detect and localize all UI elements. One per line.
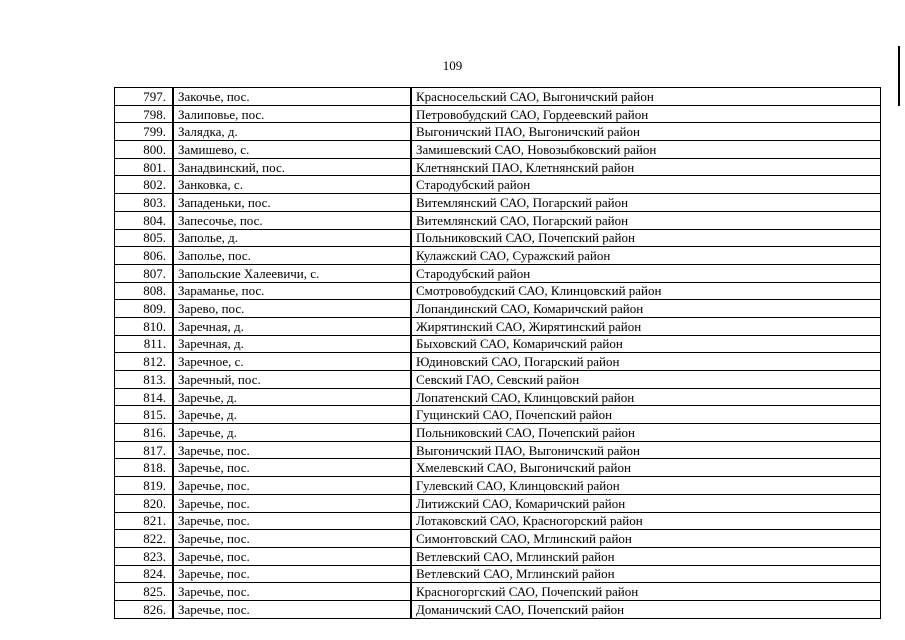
row-number: 818.	[115, 459, 174, 477]
row-number: 823.	[115, 547, 174, 565]
settlement-name: Заречье, пос.	[173, 565, 411, 583]
administrative-district: Кулажский САО, Суражский район	[411, 247, 881, 265]
settlement-name: Заречье, пос.	[173, 583, 411, 601]
settlement-name: Заречье, пос.	[173, 547, 411, 565]
settlement-name: Заречье, д.	[173, 406, 411, 424]
settlement-name: Заречье, пос.	[173, 530, 411, 548]
settlement-name: Заречье, пос.	[173, 477, 411, 495]
row-number: 824.	[115, 565, 174, 583]
table-row	[115, 176, 881, 194]
table-row	[115, 583, 881, 601]
settlement-name: Заречный, пос.	[173, 371, 411, 389]
administrative-district: Витемлянский САО, Погарский район	[411, 211, 881, 229]
table-row	[115, 388, 881, 406]
row-number: 815.	[115, 406, 174, 424]
settlement-name: Заполье, пос.	[173, 247, 411, 265]
administrative-district: Быховский САО, Комаричский район	[411, 335, 881, 353]
table-row	[115, 335, 881, 353]
row-number: 800.	[115, 141, 174, 159]
table-row	[115, 317, 881, 335]
table-row	[115, 123, 881, 141]
row-number: 803.	[115, 194, 174, 212]
row-number: 811.	[115, 335, 174, 353]
administrative-district: Красносельский САО, Выгоничский район	[411, 88, 881, 106]
row-number: 804.	[115, 211, 174, 229]
row-number: 797.	[115, 88, 174, 106]
table-row	[115, 477, 881, 495]
administrative-district: Красногоргский САО, Почепский район	[411, 583, 881, 601]
administrative-district: Лотаковский САО, Красногорский район	[411, 512, 881, 530]
row-number: 805.	[115, 229, 174, 247]
administrative-district: Юдиновский САО, Погарский район	[411, 353, 881, 371]
row-number: 799.	[115, 123, 174, 141]
administrative-district: Литижский САО, Комаричский район	[411, 494, 881, 512]
row-number: 806.	[115, 247, 174, 265]
row-number: 817.	[115, 441, 174, 459]
row-number: 798.	[115, 105, 174, 123]
administrative-district: Польниковский САО, Почепский район	[411, 229, 881, 247]
settlement-name: Зарево, пос.	[173, 300, 411, 318]
table-row	[115, 459, 881, 477]
table-row	[115, 247, 881, 265]
settlements-table	[114, 87, 881, 619]
row-number: 822.	[115, 530, 174, 548]
settlement-name: Западеньки, пос.	[173, 194, 411, 212]
row-number: 808.	[115, 282, 174, 300]
settlement-name: Залядка, д.	[173, 123, 411, 141]
table-row	[115, 600, 881, 618]
settlement-name: Заречье, пос.	[173, 600, 411, 618]
settlement-name: Закочье, пос.	[173, 88, 411, 106]
table-row	[115, 565, 881, 583]
settlement-name: Занковка, с.	[173, 176, 411, 194]
row-number: 810.	[115, 317, 174, 335]
row-number: 809.	[115, 300, 174, 318]
table-row	[115, 530, 881, 548]
row-number: 801.	[115, 158, 174, 176]
table-row	[115, 229, 881, 247]
administrative-district: Севский ГАО, Севский район	[411, 371, 881, 389]
row-number: 807.	[115, 264, 174, 282]
administrative-district: Ветлевский САО, Мглинский район	[411, 547, 881, 565]
table-row	[115, 441, 881, 459]
settlement-name: Заречная, д.	[173, 335, 411, 353]
administrative-district: Лопандинский САО, Комаричский район	[411, 300, 881, 318]
row-number: 802.	[115, 176, 174, 194]
settlement-name: Заречье, пос.	[173, 494, 411, 512]
table-row	[115, 264, 881, 282]
administrative-district: Симонтовский САО, Мглинский район	[411, 530, 881, 548]
settlement-name: Запольские Халеевичи, с.	[173, 264, 411, 282]
table-row	[115, 211, 881, 229]
administrative-district: Витемлянский САО, Погарский район	[411, 194, 881, 212]
table-row	[115, 88, 881, 106]
settlement-name: Зараманье, пос.	[173, 282, 411, 300]
table-row	[115, 424, 881, 442]
settlement-name: Заречное, с.	[173, 353, 411, 371]
settlement-name: Занадвинский, пос.	[173, 158, 411, 176]
settlement-name: Залиповье, пос.	[173, 105, 411, 123]
administrative-district: Выгоничский ПАО, Выгоничский район	[411, 123, 881, 141]
settlement-name: Запесочье, пос.	[173, 211, 411, 229]
settlement-name: Замишево, с.	[173, 141, 411, 159]
row-number: 826.	[115, 600, 174, 618]
settlement-name: Заречье, пос.	[173, 459, 411, 477]
page-number: 109	[442, 58, 463, 73]
row-number: 825.	[115, 583, 174, 601]
table-row	[115, 353, 881, 371]
row-number: 812.	[115, 353, 174, 371]
administrative-district: Стародубский район	[411, 264, 881, 282]
table-row	[115, 512, 881, 530]
row-number: 814.	[115, 388, 174, 406]
administrative-district: Гулевский САО, Клинцовский район	[411, 477, 881, 495]
administrative-district: Польниковский САО, Почепский район	[411, 424, 881, 442]
administrative-district: Лопатенский САО, Клинцовский район	[411, 388, 881, 406]
administrative-district: Жирятинский САО, Жирятинский район	[411, 317, 881, 335]
table-row	[115, 141, 881, 159]
administrative-district: Гущинский САО, Почепский район	[411, 406, 881, 424]
administrative-district: Клетнянский ПАО, Клетнянский район	[411, 158, 881, 176]
administrative-district: Выгоничский ПАО, Выгоничский район	[411, 441, 881, 459]
row-number: 821.	[115, 512, 174, 530]
administrative-district: Хмелевский САО, Выгоничский район	[411, 459, 881, 477]
row-number: 819.	[115, 477, 174, 495]
administrative-district: Петровобудский САО, Гордеевский район	[411, 105, 881, 123]
table-row	[115, 406, 881, 424]
settlement-name: Заречье, пос.	[173, 441, 411, 459]
row-number: 813.	[115, 371, 174, 389]
table-row	[115, 282, 881, 300]
administrative-district: Смотровобудский САО, Клинцовский район	[411, 282, 881, 300]
row-number: 816.	[115, 424, 174, 442]
table-row	[115, 105, 881, 123]
table-row	[115, 300, 881, 318]
administrative-district: Замишевский САО, Новозыбковский район	[411, 141, 881, 159]
settlement-name: Заречье, пос.	[173, 512, 411, 530]
administrative-district: Доманичский САО, Почепский район	[411, 600, 881, 618]
page-edge-mark	[898, 46, 900, 106]
table-row	[115, 371, 881, 389]
administrative-district: Стародубский район	[411, 176, 881, 194]
settlement-name: Заречная, д.	[173, 317, 411, 335]
table-row	[115, 194, 881, 212]
administrative-district: Ветлевский САО, Мглинский район	[411, 565, 881, 583]
row-number: 820.	[115, 494, 174, 512]
settlement-name: Заречье, д.	[173, 424, 411, 442]
settlements-table-body	[115, 88, 881, 619]
table-row	[115, 494, 881, 512]
table-row	[115, 547, 881, 565]
settlement-name: Заполье, д.	[173, 229, 411, 247]
table-row	[115, 158, 881, 176]
settlement-name: Заречье, д.	[173, 388, 411, 406]
